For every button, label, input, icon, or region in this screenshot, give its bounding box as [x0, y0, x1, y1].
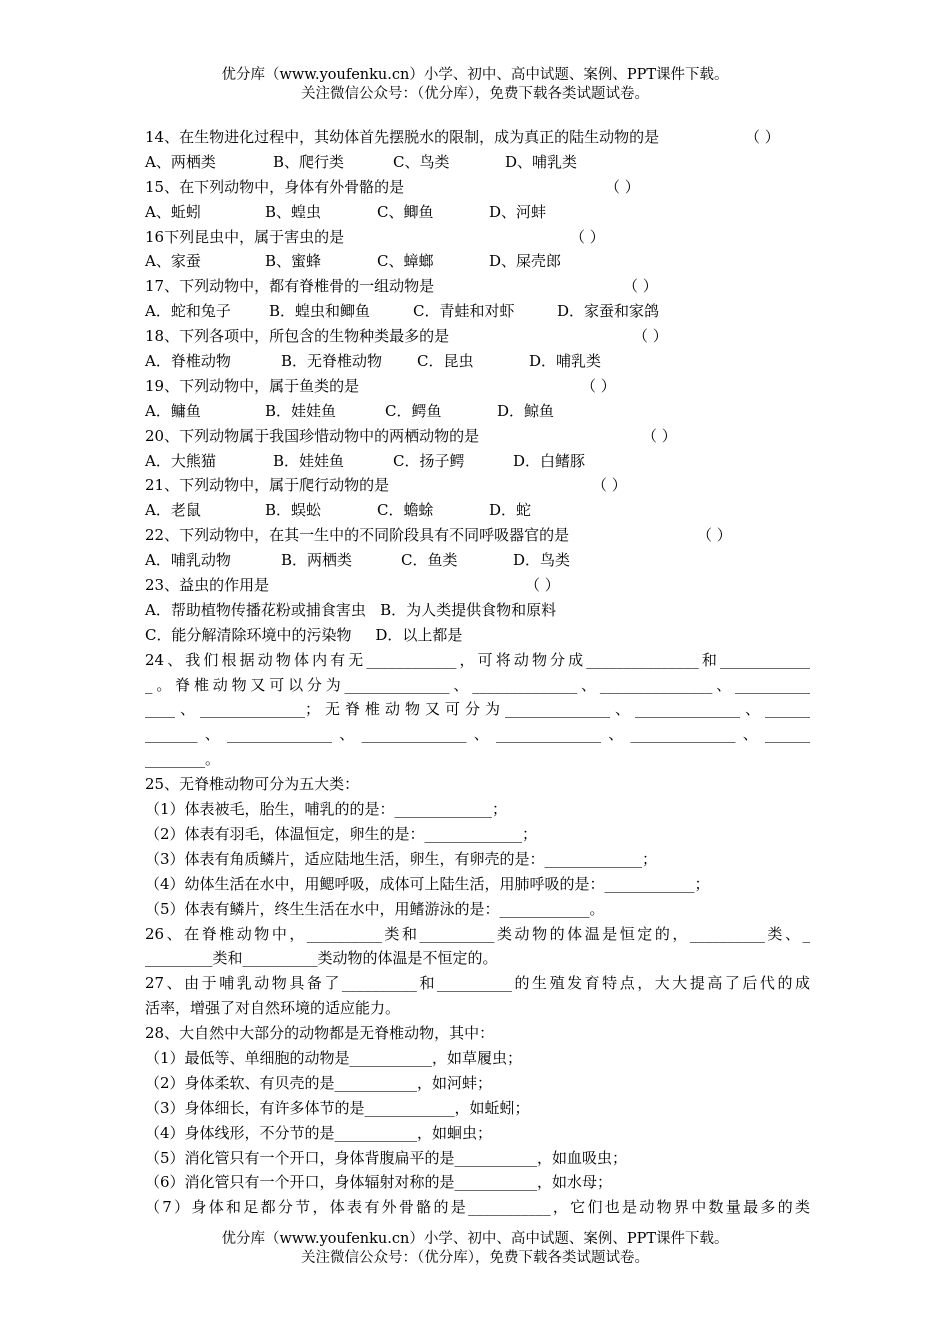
question-stem: 16下列昆虫中，属于害虫的是 [145, 227, 345, 246]
option-b: B．两栖类 [281, 551, 353, 570]
option-d: D．家蚕和家鸽 [557, 302, 660, 321]
options-line [145, 498, 810, 523]
fill-line: （5）消化管只有一个开口，身体背腹扁平的是___________，如血吸虫； [145, 1148, 628, 1167]
option-a: A、家蚕 [145, 252, 201, 271]
question-stem: 22、下列动物中，在其一生中的不同阶段具有不同呼吸器官的是 [145, 526, 570, 545]
question-stem: 17、下列动物中，都有脊椎骨的一组动物是 [145, 277, 435, 296]
options-line [145, 249, 810, 274]
option-b: B．娃娃鱼 [265, 401, 337, 420]
option-d: D．鸟类 [513, 551, 571, 570]
fill-line: 26、在脊椎动物中，__________类和__________类动物的体温是恒定的，__________类、_ [145, 924, 810, 943]
fill-line: 28、大自然中大部分的动物都是无脊椎动物，其中： [145, 1024, 495, 1043]
option-a: A．大熊猫 [145, 451, 216, 470]
answer-bracket: （ ） [642, 426, 677, 445]
fill-line: 25、无脊椎动物可分为五大类： [145, 775, 360, 794]
option-c: C、鲫鱼 [377, 202, 434, 221]
header-line-1: 优分库（www.youfenku.cn）小学、初中、高中试题、案例、PPT课件下载。 [221, 67, 729, 83]
option-b: B．蝗虫和鲫鱼 [269, 302, 371, 321]
fill-line: （1）体表被毛，胎生，哺乳的的是：_____________； [145, 800, 508, 819]
answer-bracket: （ ） [581, 376, 616, 395]
question-stem-line [145, 175, 810, 200]
footer-line-1: 优分库（www.youfenku.cn）小学、初中、高中试题、案例、PPT课件下载。 [221, 1231, 729, 1247]
question-stem-line [145, 125, 810, 150]
fill-line: （3）身体细长，有许多体节的是____________，如蚯蚓； [145, 1098, 530, 1117]
option-a: A．蛇和兔子 [145, 302, 231, 321]
question-stem: 15、在下列动物中，身体有外骨骼的是 [145, 177, 405, 196]
fill-line: _________类和__________类动物的体温是不恒定的。 [145, 949, 498, 968]
options-line [145, 299, 810, 324]
options-line [145, 449, 810, 474]
options-line [145, 200, 810, 225]
question-stem-line [145, 324, 810, 349]
options-line [145, 548, 810, 573]
question-stem: 20、下列动物属于我国珍惜动物中的两栖动物的是 [145, 426, 480, 445]
fill-line: 活率，增强了对自然环境的适应能力。 [145, 999, 401, 1018]
option-a: A．哺乳动物 [145, 551, 231, 570]
option-b: B、蝗虫 [265, 202, 322, 221]
option-c: C．青蛙和对虾 [413, 302, 515, 321]
question-stem-line [145, 523, 810, 548]
question-content [145, 125, 810, 1220]
option-c: C．蟾蜍 [377, 501, 434, 520]
choice-questions [145, 125, 810, 573]
fill-line: （3）体表有角质鳞片，适应陆地生活，卵生，有卵壳的是：_____________； [145, 849, 658, 868]
question-stem-line [145, 424, 810, 449]
answer-bracket: （ ） [623, 277, 658, 296]
fill-line: （5）体表有鳞片，终生生活在水中，用鳍游泳的是：____________。 [145, 899, 605, 918]
options-line [145, 399, 810, 424]
options-line [145, 349, 810, 374]
question-stem: 19、下列动物中，属于鱼类的是 [145, 376, 360, 395]
answer-bracket: （ ） [605, 177, 640, 196]
option-a: A、蚯蚓 [145, 202, 201, 221]
option-c: C．鳄鱼 [385, 401, 442, 420]
option-a: A、两栖类 [145, 152, 216, 171]
option-c: C、鸟类 [393, 152, 450, 171]
page-header [0, 66, 950, 104]
option-d: D、哺乳类 [505, 152, 578, 171]
fill-line: 24、我们根据动物体内有无____________，可将动物分成_______________和____________ [145, 650, 810, 669]
question-stem: 18、下列各项中，所包含的生物种类最多的是 [145, 327, 450, 346]
fill-in-questions [145, 648, 810, 1220]
options-line [145, 150, 810, 175]
fill-line: （6）消化管只有一个开口，身体辐射对称的是___________，如水母； [145, 1173, 613, 1192]
option-d: D．白鳍豚 [513, 451, 586, 470]
option-d: D．蛇 [489, 501, 532, 520]
fill-line: （4）身体线形，不分节的是___________，如蛔虫； [145, 1123, 493, 1142]
option-c: C．鱼类 [401, 551, 458, 570]
header-line-2: 关注微信公众号：（优分库），免费下载各类试题试卷。 [301, 86, 649, 102]
question-stem-line [145, 225, 810, 250]
question-23-options-row-2: C．能分解清除环境中的污染物 D．以上都是 [145, 625, 463, 644]
option-d: D、屎壳郎 [489, 252, 562, 271]
question-stem-line [145, 374, 810, 399]
option-d: D．鲸鱼 [497, 401, 555, 420]
option-a: A．脊椎动物 [145, 352, 231, 371]
option-b: B．无脊椎动物 [281, 352, 383, 371]
answer-bracket: （ ） [592, 476, 627, 495]
question-23-stem [145, 573, 810, 598]
fill-line: （4）幼体生活在水中，用鳃呼吸，成体可上陆生活，用肺呼吸的是：____________； [145, 874, 710, 893]
option-a: A．鳙鱼 [145, 401, 201, 420]
answer-bracket: （ ） [633, 327, 668, 346]
option-b: B、蜜蜂 [265, 252, 322, 271]
fill-line: ____、______________；无脊椎动物又可分为______________、______________、______ [145, 700, 810, 719]
answer-bracket: （ ） [525, 576, 560, 595]
fill-line: （2）体表有羽毛，体温恒定，卵生的是：_____________； [145, 824, 538, 843]
answer-bracket: （ ） [697, 526, 732, 545]
fill-line: （1）最低等、单细胞的动物是___________，如草履虫； [145, 1048, 523, 1067]
option-b: B、爬行类 [273, 152, 345, 171]
answer-bracket: （ ） [745, 128, 780, 146]
fill-line: （2）身体柔软、有贝壳的是___________，如河蚌； [145, 1073, 493, 1092]
option-a: A．老鼠 [145, 501, 201, 520]
option-c: C、蟑螂 [377, 252, 434, 271]
option-c: C．扬子鳄 [393, 451, 465, 470]
fill-line: ________。 [145, 750, 221, 769]
question-stem-line [145, 274, 810, 299]
option-d: D．哺乳类 [529, 352, 602, 371]
footer-line-2: 关注微信公众号：（优分库），免费下载各类试题试卷。 [301, 1250, 649, 1266]
fill-line: _______、______________、______________、______________、______________、______ [145, 725, 810, 744]
option-d: D、河蚌 [489, 202, 547, 221]
page-footer [0, 1230, 950, 1268]
question-stem: 21、下列动物中，属于爬行动物的是 [145, 476, 390, 495]
option-b: B．蜈蚣 [265, 501, 322, 520]
option-c: C．昆虫 [417, 352, 474, 371]
question-stem: 23、益虫的作用是 [145, 576, 270, 595]
question-23-options-row-1: A．帮助植物传播花粉或捕食害虫 B．为人类提供食物和原料 [145, 600, 557, 619]
fill-line: _。脊椎动物又可以分为______________、______________、_______________、__________ [145, 675, 810, 694]
fill-line: （7）身体和足都分节，体表有外骨骼的是___________，它们也是动物界中数量最多的类 [145, 1198, 810, 1217]
question-stem: 14、在生物进化过程中，其幼体首先摆脱水的限制，成为真正的陆生动物的是 [145, 128, 660, 146]
fill-line: 27、由于哺乳动物具备了__________和__________的生殖发育特点，大大提高了后代的成 [145, 974, 810, 993]
question-stem-line [145, 473, 810, 498]
answer-bracket: （ ） [570, 227, 605, 246]
option-b: B．娃娃鱼 [273, 451, 345, 470]
